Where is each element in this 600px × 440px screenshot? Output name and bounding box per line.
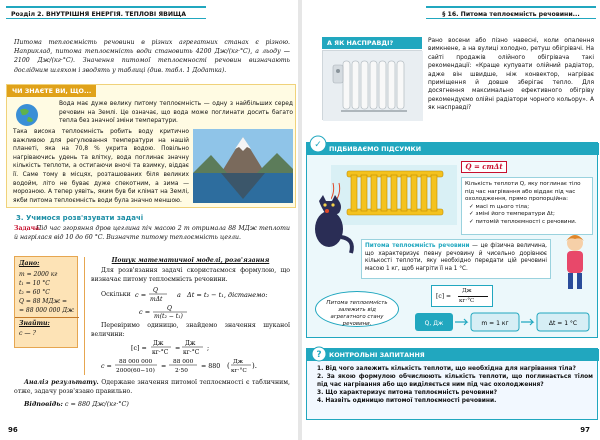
value-calc: [91, 357, 290, 375]
did-you-know-p2: Така висока теплоємність робить воду критично важливою для регулювання температури на нашій планеті, яка на 70,8 % укрита водою. Повільно нагріваючись удень та влітку, вода поглинає значну кількість теплоти, а остигаючи вночі та взимку, віддає її. Саме тому в місцях, розташованих біля великих водойм, літо не буває дуже спекотним, а зима — морозною. А тепер уявіть, яким був би клімат на Землі, якби питома теплоємність води була значно меншою.: [13, 129, 189, 204]
svg-text:Δt = 1 °C: Δt = 1 °C: [548, 320, 578, 327]
girl-illustration: [555, 233, 595, 293]
svg-text:=: =: [175, 345, 181, 353]
unit-check-svg: [131, 339, 281, 357]
heat-explanation: [461, 177, 593, 235]
svg-text:m = 1 кг: m = 1 кг: [481, 320, 509, 327]
svg-text:=: =: [161, 363, 167, 371]
task-text: [14, 224, 290, 242]
analysis-label: Аналіз результату.: [24, 379, 99, 386]
answer-value: c = 880 Дж/(кг·°C): [64, 400, 129, 408]
bullet-item: ✓ масі m цього тіла;: [469, 203, 530, 210]
analysis-body: Одержане значення питомої теплоємності є табличним, отже, задачу розв'язано правильно.: [14, 379, 290, 396]
formula-svg: [139, 304, 219, 320]
did-you-know-box: [6, 84, 296, 208]
given-line: t₂ = 60 °C: [19, 289, 50, 296]
task-label: Задача.: [14, 225, 42, 232]
given-title: Дано:: [19, 260, 40, 267]
given-line: m = 2000 кг: [19, 271, 58, 278]
did-you-know-title: ЧИ ЗНАЄТЕ ВИ, ЩО...: [7, 85, 96, 97]
svg-text:88 000: 88 000: [173, 359, 194, 366]
summary-icon: [309, 133, 327, 153]
heat-text: Кількість теплоти Q, яку поглинає тіло під час нагрівання або віддає під час охолодження, прямо пропорційна:: [465, 181, 581, 203]
given-line: Q = 88 МДж =: [19, 298, 68, 305]
solution-column: [84, 257, 290, 375]
svg-text:кг·°C: кг·°C: [183, 349, 200, 357]
definition-body: — це фізична величина, що характеризує певну речовину й чисельно дорівнює кількості теплоти, яку необхідно передати цій речовині масою 1 кг, щоб нагріти її на 1 °C.: [365, 243, 547, 272]
svg-text:кг·°C: кг·°C: [152, 349, 169, 357]
ask-text: Рано восени або пізно навесні, коли опалення вимкнене, а на вулиці холодно, ретуш обігрівачі. На сайті продажів олійного обігрівача такі рекомендації: «Краще купувати олійний радіатор, адже він швидше, ніж конвектор, нагріває приміщення й довше зберігає тепло. Для досягнення максимально ефективного обігріву рекомендуємо олійні радіатори чорного кольору». А як насправді?: [428, 38, 594, 112]
svg-text:✓: ✓: [314, 140, 322, 150]
svg-text:c =: c =: [139, 308, 151, 316]
c-formula-svg: [135, 286, 285, 304]
svg-text:m(t₂ − t₁): m(t₂ − t₁): [154, 313, 183, 320]
heater-image: [322, 50, 422, 120]
svg-text:c =: c =: [101, 363, 112, 371]
intro-paragraph: Питома теплоємність речовини в різних агрегатних станах є різною. Наприклад, питома теплоємність води становить 4200 Дж/(кг·°C), а льоду — 2100 Дж/(кг·°C). Значення питомої теплоємності речовин визначають дослідним шляхом і зводять у таблиці (див. табл. 1 Додатка).: [14, 39, 290, 74]
ask-title: А ЯК НАСПРАВДІ?: [322, 37, 422, 49]
cat-illustration: [302, 191, 357, 257]
svg-text:?: ?: [316, 350, 322, 360]
section-title: 3. Учимося розв'язувати задачі: [16, 214, 144, 222]
model-text: Для розв'язання задачі скористаємося формулою, що визначає питому теплоємність речовини.: [91, 266, 290, 283]
svg-text:2000(60−10): 2000(60−10): [116, 368, 155, 375]
section-header: § 16. Питома теплоємність речовини...: [426, 6, 596, 19]
model-title: Пошук математичної моделі, розв'язання: [111, 257, 270, 264]
svg-text:Дж: Дж: [185, 340, 196, 348]
unit-symbol: [c] =: [436, 293, 451, 300]
svg-text:;: ;: [207, 345, 210, 353]
analysis-text: [14, 378, 290, 396]
unit-diagram: [415, 309, 591, 335]
questions-list: [317, 365, 593, 405]
summary-box: [306, 142, 598, 338]
definition-box: [361, 239, 551, 279]
mountain-lake-image: [193, 129, 293, 203]
svg-text:(: (: [227, 362, 230, 371]
svg-text:Δt = t₂ − t₁, дістанемо:: Δt = t₂ − t₁, дістанемо:: [187, 291, 268, 299]
page-number-left: 96: [8, 426, 18, 434]
definition-text: [365, 243, 547, 273]
oil-heater-icon: [323, 51, 423, 121]
summary-title: ПІДБИВАЄМО ПІДСУМКИ: [307, 143, 599, 155]
svg-text:Дж: Дж: [233, 359, 244, 366]
svg-text:mΔt: mΔt: [150, 296, 163, 303]
check-text: Перевіримо одиницю, знайдемо значення шуканої величини:: [91, 322, 290, 339]
svg-text:Q: Q: [167, 305, 172, 312]
svg-text:Q, Дж: Q, Дж: [424, 320, 444, 327]
page-number-right: 97: [580, 426, 590, 434]
definition-title: Питома теплоємність речовини: [365, 243, 470, 249]
svg-text:Дж: Дж: [153, 340, 164, 348]
given-box: [14, 256, 78, 348]
heat-formula: Q = cmΔt: [461, 161, 507, 173]
svg-text:[c] =: [c] =: [131, 345, 147, 353]
heat-bullets: [465, 204, 589, 227]
svg-text:c =: c =: [135, 291, 147, 299]
svg-text:).: ).: [252, 362, 257, 371]
given-line: t₁ = 10 °C: [19, 280, 50, 287]
svg-text:2·50: 2·50: [175, 368, 188, 375]
unit-box: [431, 285, 493, 307]
question-item: 4. Назвіть одиницю питомої теплоємності речовини.: [317, 398, 497, 404]
bullet-item: ✓ зміні його температури Δt;: [469, 211, 555, 218]
find-value: c — ?: [19, 330, 36, 337]
unit-check: [91, 339, 290, 357]
since-word: Оскільки: [101, 291, 131, 298]
chapter-header: Розділ 2. ВНУТРІШНЯ ЕНЕРГІЯ. ТЕПЛОВІ ЯВИЩА: [6, 6, 206, 19]
question-icon: [311, 346, 327, 362]
c-general-formula: [91, 304, 290, 320]
unit-numerator: Дж: [462, 288, 472, 294]
did-you-know-p1: Вода має дуже велику питому теплоємність — одну з найбільших серед речовин на Землі. Це означає, що вода може поглинати досить багато тепла без значної зміни температури.: [59, 101, 293, 125]
answer-line: [24, 400, 129, 408]
find-title: Знайти:: [19, 320, 50, 327]
right-page: [302, 0, 600, 440]
oceans-icon: [13, 101, 57, 129]
answer-label: Відповідь:: [24, 400, 63, 408]
unit-denominator: кг·°C: [459, 298, 475, 304]
bubble-note: Питома теплоємність залежить від агрегатного стану речовини.: [315, 291, 399, 327]
svg-text:Q: Q: [153, 287, 158, 294]
given-line: = 88 000 000 Дж: [19, 307, 74, 314]
question-item: 2. За якою формулою обчислюють кількість теплоти, що поглинається тілом під час нагрівання або що виділяється ним під час охолодження?: [317, 374, 593, 388]
questions-title: КОНТРОЛЬНІ ЗАПИТАННЯ: [307, 349, 599, 361]
task-body: Під час згоряння дров цеглина піч масою 2 т отримала 88 МДж теплоти й нагрілася від 10 до 60 °C. Визначте питому теплоємність цегли.: [14, 225, 290, 242]
value-calc-svg: [101, 357, 291, 375]
svg-text:а: а: [177, 291, 181, 299]
svg-text:88 000 000: 88 000 000: [119, 359, 153, 366]
bullet-item: ✓ питомій теплоємності c речовини.: [469, 218, 577, 225]
svg-text:кг·°C: кг·°C: [231, 368, 247, 375]
given-values: [19, 270, 74, 315]
since-formula: [91, 286, 290, 304]
svg-text:= 880: = 880: [201, 363, 221, 371]
question-item: 1. Від чого залежить кількість теплоти, що необхідна для нагрівання тіла?: [317, 366, 576, 372]
questions-box: [306, 348, 598, 420]
question-item: 3. Що характеризує питома теплоємність речовини?: [317, 390, 498, 396]
left-page: [0, 0, 298, 440]
